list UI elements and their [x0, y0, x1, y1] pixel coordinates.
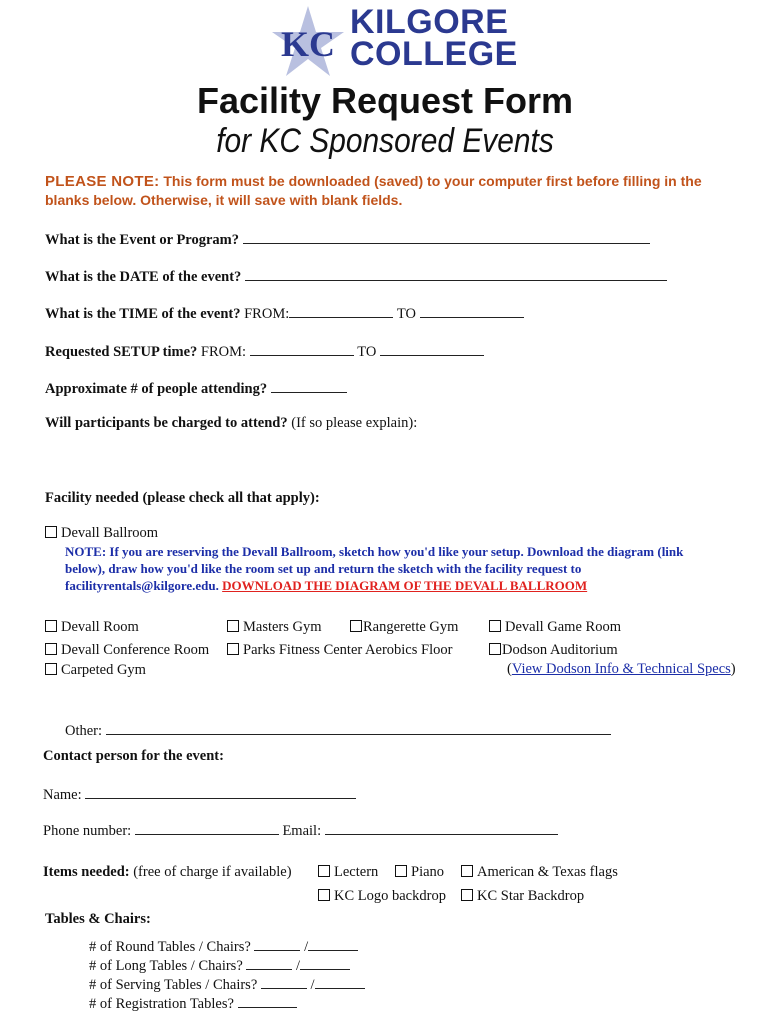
facility-heading: Facility needed (please check all that apply): [45, 490, 320, 506]
rangerette-gym-checkbox[interactable] [350, 620, 362, 632]
long-tables-input[interactable] [246, 955, 292, 970]
devall-room-label: Devall Room [61, 619, 139, 635]
logo-line-2: COLLEGE [350, 35, 518, 73]
date-label: What is the DATE of the event? [45, 269, 242, 285]
kilgore-college-logo [270, 3, 518, 80]
flags-label: American & Texas flags [477, 864, 618, 880]
setup-to-input[interactable] [380, 341, 484, 356]
option-devall-game-room[interactable] [489, 619, 621, 636]
option-flags[interactable] [461, 864, 618, 881]
serving-chairs-input[interactable] [315, 974, 365, 989]
masters-gym-checkbox[interactable] [227, 620, 239, 632]
registration-tables-row [89, 993, 297, 1013]
email-input[interactable] [325, 820, 558, 835]
kc-star-label: KC Star Backdrop [477, 888, 585, 904]
time-label: What is the TIME of the event? [45, 306, 241, 322]
contact-heading: Contact person for the event: [43, 748, 224, 764]
date-question [45, 266, 667, 286]
dodson-info: (View Dodson Info & Technical Specs) [507, 661, 736, 677]
registration-tables-input[interactable] [238, 993, 297, 1008]
charged-note: (If so please explain): [291, 415, 418, 431]
ballroom-note-text: NOTE: If you are reserving the Devall Ballroom, sketch how you'd like your setup. Download the diagram (link below), draw how you'd like the room set up and return the sketch with the facility request to facilityrentals@kilgore.edu. [65, 544, 684, 593]
phone-label: Phone number: [43, 823, 132, 839]
event-label: What is the Event or Program? [45, 232, 239, 248]
serving-tables-row [89, 974, 365, 994]
piano-checkbox[interactable] [395, 865, 407, 877]
other-facility [65, 720, 611, 740]
attending-input[interactable] [271, 378, 347, 393]
option-lectern[interactable] [318, 864, 378, 881]
setup-to-label: TO [357, 344, 377, 360]
option-rangerette-gym[interactable] [350, 619, 458, 636]
kc-star-checkbox[interactable] [461, 889, 473, 901]
name-label: Name: [43, 787, 82, 803]
name-input[interactable] [85, 784, 356, 799]
flags-checkbox[interactable] [461, 865, 473, 877]
items-needed [43, 864, 292, 881]
round-tables-label: # of Round Tables / Chairs? [89, 939, 251, 955]
option-parks-fitness[interactable] [227, 642, 452, 659]
piano-label: Piano [411, 864, 445, 880]
attending-label: Approximate # of people attending? [45, 381, 268, 397]
time-to-label: TO [396, 306, 416, 322]
serving-tables-input[interactable] [261, 974, 307, 989]
game-room-label: Devall Game Room [505, 619, 621, 635]
round-slash: / [304, 939, 309, 955]
attending-question [45, 378, 347, 398]
charged-explanation-input[interactable] [45, 436, 725, 480]
conference-room-label: Devall Conference Room [61, 642, 210, 658]
long-tables-row [89, 955, 350, 975]
long-chairs-input[interactable] [300, 955, 350, 970]
other-input[interactable] [106, 720, 611, 735]
download-notice [45, 172, 745, 210]
email-label: Email: [282, 823, 322, 839]
option-carpeted-gym[interactable] [45, 662, 146, 679]
devall-ballroom-label: Devall Ballroom [61, 525, 159, 541]
time-from-label: FROM: [244, 306, 290, 322]
parks-fitness-label: Parks Fitness Center Aerobics Floor [243, 642, 453, 658]
notice-lead: PLEASE NOTE: [45, 173, 160, 190]
option-kc-logo-backdrop[interactable] [318, 888, 446, 905]
kc-star-logo-mark [270, 4, 346, 80]
lectern-checkbox[interactable] [318, 865, 330, 877]
carpeted-gym-label: Carpeted Gym [61, 662, 146, 678]
devall-ballroom-checkbox[interactable] [45, 526, 57, 538]
phone-input[interactable] [135, 820, 279, 835]
masters-gym-label: Masters Gym [243, 619, 322, 635]
dodson-specs-link[interactable]: View Dodson Info & Technical Specs [511, 661, 731, 677]
conference-room-checkbox[interactable] [45, 643, 57, 655]
setup-from-label: FROM: [200, 344, 247, 360]
setup-question [45, 341, 484, 361]
rangerette-gym-label: Rangerette Gym [363, 619, 459, 635]
option-devall-room[interactable] [45, 619, 139, 636]
round-chairs-input[interactable] [308, 936, 358, 951]
devall-room-checkbox[interactable] [45, 620, 57, 632]
option-conference-room[interactable] [45, 642, 209, 659]
time-from-input[interactable] [289, 303, 393, 318]
setup-label: Requested SETUP time? [45, 344, 198, 360]
game-room-checkbox[interactable] [489, 620, 501, 632]
event-input[interactable] [243, 229, 650, 244]
round-tables-input[interactable] [254, 936, 300, 951]
form-title: Facility Request Form [196, 80, 574, 121]
lectern-label: Lectern [334, 864, 379, 880]
option-devall-ballroom[interactable] [45, 525, 158, 542]
dodson-checkbox[interactable] [489, 643, 501, 655]
logo-mark-letters: KC [281, 24, 335, 64]
charged-label: Will participants be charged to attend? [45, 415, 288, 431]
kc-logo-label: KC Logo backdrop [334, 888, 446, 904]
serving-slash: / [310, 977, 315, 993]
event-question [45, 229, 650, 249]
serving-tables-label: # of Serving Tables / Chairs? [89, 977, 258, 993]
option-kc-star-backdrop[interactable] [461, 888, 584, 905]
contact-phone-email [43, 820, 558, 840]
charged-question [45, 415, 417, 432]
registration-tables-label: # of Registration Tables? [89, 996, 234, 1012]
time-to-input[interactable] [420, 303, 524, 318]
carpeted-gym-checkbox[interactable] [45, 663, 57, 675]
ballroom-note [65, 543, 705, 594]
setup-from-input[interactable] [250, 341, 354, 356]
download-diagram-link[interactable]: DOWNLOAD THE DIAGRAM OF THE DEVALL BALLROOM [222, 578, 588, 593]
long-tables-label: # of Long Tables / Chairs? [89, 958, 243, 974]
parks-fitness-checkbox[interactable] [227, 643, 239, 655]
items-note: (free of charge if available) [133, 864, 292, 880]
round-tables-row [89, 936, 358, 956]
contact-name [43, 784, 356, 804]
notice-text: This form must be downloaded (saved) to your computer first before filling in the blanks below. Otherwise, it will save with blank fields. [45, 173, 702, 208]
logo-wordmark [350, 3, 518, 73]
tables-heading: Tables & Chairs: [45, 911, 151, 927]
date-input[interactable] [245, 266, 667, 281]
time-question [45, 303, 524, 323]
option-piano[interactable] [395, 864, 444, 881]
other-label: Other: [65, 723, 103, 739]
kc-logo-checkbox[interactable] [318, 889, 330, 901]
form-subtitle: for KC Sponsored Events [216, 122, 554, 160]
logo-line-1: KILGORE [350, 3, 509, 41]
long-slash: / [296, 958, 301, 974]
option-masters-gym[interactable] [227, 619, 322, 636]
option-dodson-auditorium[interactable] [489, 642, 618, 659]
dodson-label: Dodson Auditorium [502, 642, 618, 658]
items-label: Items needed: [43, 864, 130, 880]
